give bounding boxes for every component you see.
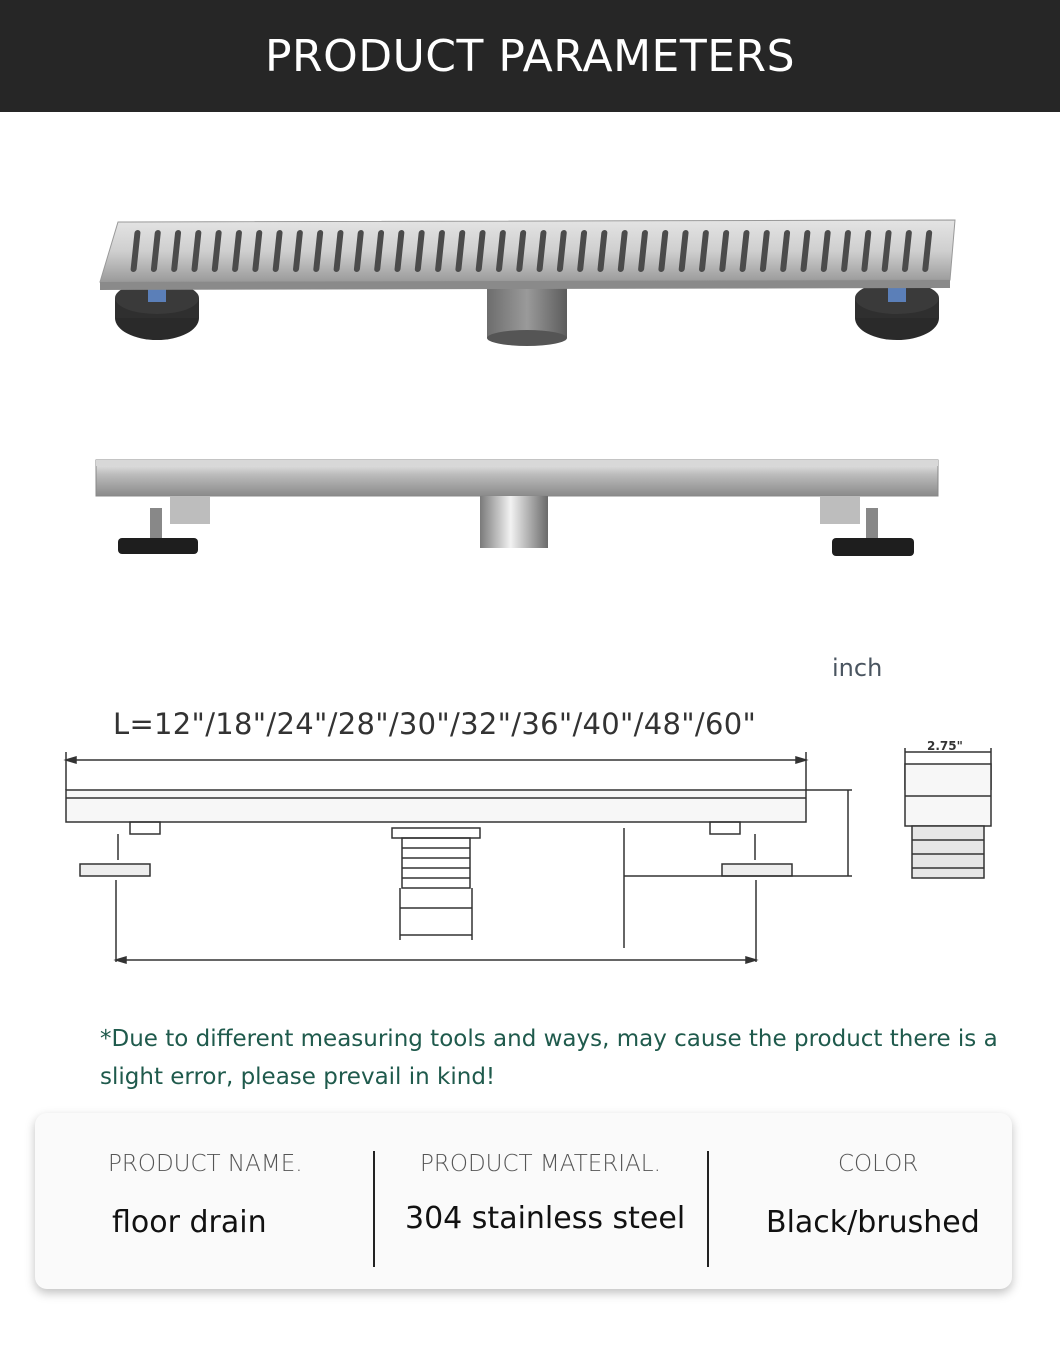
dimension-drawing (0, 730, 1060, 984)
width-dimension-label: 2.75" (927, 739, 963, 753)
spec-product-material (375, 1113, 707, 1289)
page-title: PRODUCT PARAMETERS (264, 30, 796, 82)
length-options-label: L=12"/18"/24"/28"/30"/32"/36"/40"/48"/60" (113, 707, 757, 741)
drain-side-view-image (0, 450, 1060, 570)
spec-product-name (35, 1113, 373, 1289)
spec-color (709, 1113, 1012, 1289)
spec-value: floor drain (112, 1205, 267, 1240)
spec-value: 304 stainless steel (405, 1201, 686, 1236)
spec-card (35, 1113, 1012, 1289)
spec-label: COLOR (838, 1151, 919, 1177)
spec-label: PRODUCT NAME. (108, 1151, 303, 1177)
unit-label: inch (832, 654, 883, 682)
spec-value: Black/brushed (766, 1205, 980, 1240)
measurement-disclaimer: *Due to different measuring tools and ways, may cause the product there is a slight error, please prevail in kind! (100, 1026, 998, 1090)
page-header (0, 0, 1060, 112)
drain-top-view-image (0, 180, 1060, 360)
spec-label: PRODUCT MATERIAL. (420, 1151, 661, 1177)
